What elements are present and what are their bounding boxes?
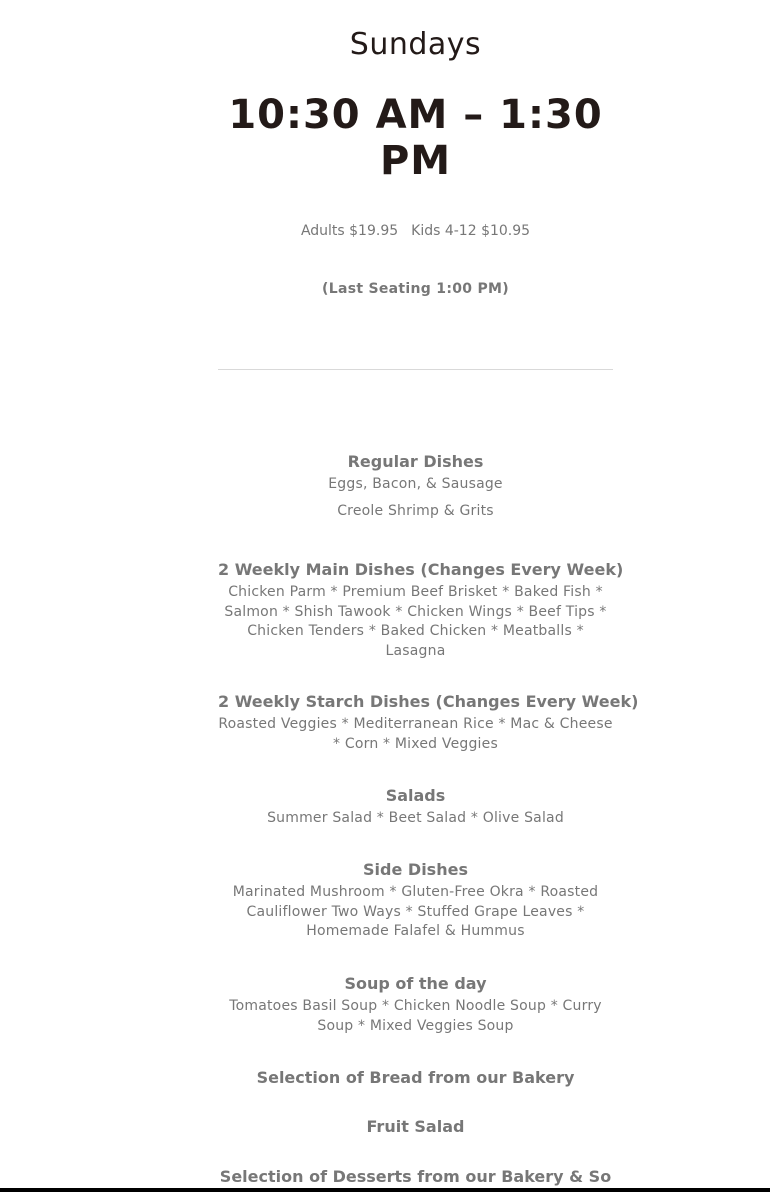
section-items: Chicken Parm * Premium Beef Brisket * Baked Fish * Salmon * Shish Tawook * Chicken Wings * Beef Tips * Chicken Tenders * Baked Chicken * Meatballs * Lasagna (224, 584, 607, 659)
section-title: 2 Weekly Main Dishes (Changes Every Week) (218, 560, 624, 579)
price-kids: Kids 4-12 $10.95 (411, 223, 531, 239)
section-starch-dishes (218, 691, 639, 754)
section-title: Soup of the day (344, 974, 487, 993)
menu-item: Creole Shrimp & Grits (337, 502, 494, 519)
section-title: Fruit Salad (366, 1117, 465, 1136)
section-items: Summer Salad * Beet Salad * Olive Salad (267, 810, 564, 826)
day-heading: Sundays (349, 27, 482, 62)
section-side-dishes (218, 859, 613, 942)
section-salads (218, 785, 613, 829)
section-items: Roasted Veggies * Mediterranean Rice * Mac & Cheese * Corn * Mixed Veggies (218, 716, 613, 752)
section-regular-dishes (218, 451, 613, 521)
section-items: Tomatoes Basil Soup * Chicken Noodle Soup * Curry Soup * Mixed Veggies Soup (229, 998, 602, 1034)
menu-item: Eggs, Bacon, & Sausage (328, 476, 503, 492)
bottom-edge-bar (0, 1188, 770, 1192)
section-title: Selection of Bread from our Bakery (256, 1068, 575, 1087)
price-adults: Adults $19.95 (300, 223, 399, 239)
section-title: Selection of Desserts from our Bakery & So (219, 1167, 612, 1186)
last-seating-note: (Last Seating 1:00 PM) (322, 281, 509, 297)
section-fruit-salad (218, 1116, 613, 1138)
section-main-dishes (218, 559, 624, 661)
time-heading: 10:30 AM – 1:30 PM (228, 92, 603, 184)
section-title: Regular Dishes (347, 452, 484, 471)
section-desserts (218, 1166, 613, 1188)
section-title: 2 Weekly Starch Dishes (Changes Every Week) (218, 692, 639, 711)
section-bread (218, 1067, 613, 1089)
section-soup (218, 973, 613, 1036)
section-title: Side Dishes (363, 860, 468, 879)
section-items: Marinated Mushroom * Gluten-Free Okra * Roasted Cauliflower Two Ways * Stuffed Grape Leaves * Homemade Falafel & Hummus (232, 884, 599, 940)
section-title: Salads (385, 786, 446, 805)
price-line (218, 221, 613, 241)
divider (218, 369, 613, 370)
